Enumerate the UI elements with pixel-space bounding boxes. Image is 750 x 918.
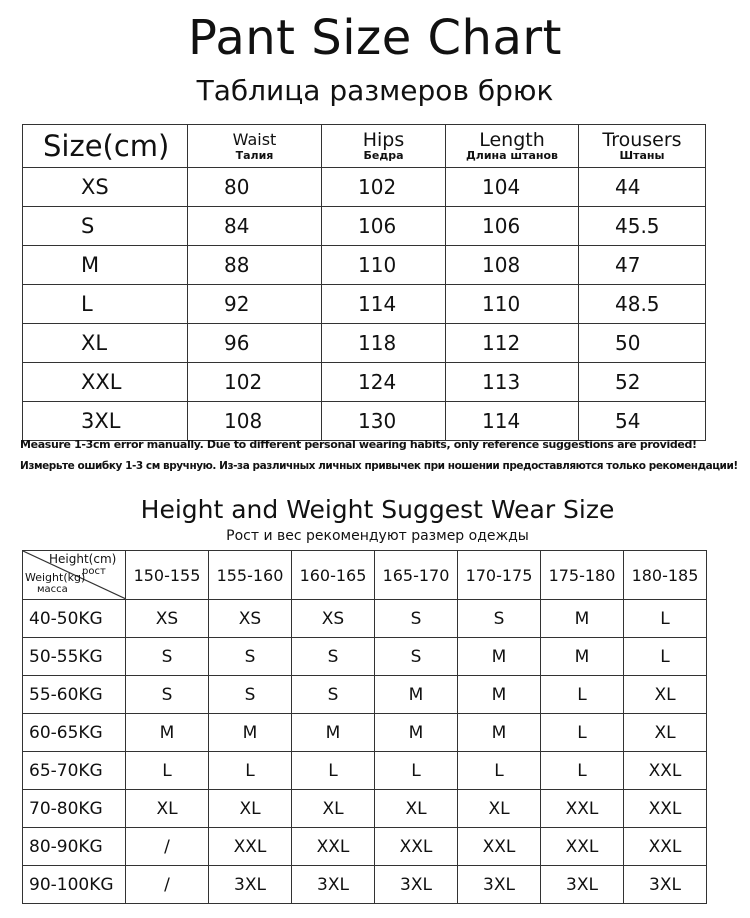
suggested-size-cell: L — [458, 752, 541, 790]
suggested-size-cell: XS — [209, 600, 292, 638]
size-table — [22, 124, 706, 441]
height-weight-subtitle: Рост и вес рекомендуют размер одежды — [226, 528, 529, 544]
weight-row — [23, 828, 707, 866]
measurement-cell: 113 — [446, 363, 579, 402]
measurement-cell: 130 — [322, 402, 446, 441]
suggested-size-cell: L — [624, 600, 707, 638]
size-row — [23, 402, 706, 441]
suggested-size-cell: L — [126, 752, 209, 790]
suggested-size-cell: S — [292, 676, 375, 714]
suggested-size-cell: S — [126, 638, 209, 676]
weight-range-label: 70-80KG — [23, 790, 126, 828]
suggested-size-cell: L — [375, 752, 458, 790]
height-weight-table — [22, 550, 707, 904]
column-label-en: Trousers — [602, 128, 682, 151]
suggested-size-cell: M — [458, 638, 541, 676]
weight-label-ru: масса — [37, 584, 68, 595]
waist-header — [188, 125, 322, 168]
size-row — [23, 363, 706, 402]
suggested-size-cell: 3XL — [375, 866, 458, 904]
height-range-header: 170-175 — [458, 551, 541, 600]
suggested-size-cell: S — [209, 676, 292, 714]
height-range-header: 155-160 — [209, 551, 292, 600]
measurement-cell: 112 — [446, 324, 579, 363]
size-table-header — [23, 125, 706, 168]
measurement-cell: 106 — [446, 207, 579, 246]
weight-row — [23, 752, 707, 790]
size-row — [23, 246, 706, 285]
suggested-size-cell: XXL — [375, 828, 458, 866]
suggested-size-cell: XS — [292, 600, 375, 638]
weight-range-label: 55-60KG — [23, 676, 126, 714]
suggested-size-cell: L — [292, 752, 375, 790]
suggested-size-cell: M — [292, 714, 375, 752]
height-range-header: 175-180 — [541, 551, 624, 600]
suggested-size-cell: 3XL — [624, 866, 707, 904]
suggested-size-cell: XS — [126, 600, 209, 638]
suggested-size-cell: M — [126, 714, 209, 752]
size-label: XS — [23, 168, 188, 207]
suggested-size-cell: M — [541, 638, 624, 676]
weight-row — [23, 714, 707, 752]
suggested-size-cell: XL — [292, 790, 375, 828]
height-label: Height(cm) — [49, 552, 117, 566]
size-row — [23, 324, 706, 363]
suggested-size-cell: XXL — [624, 828, 707, 866]
suggested-size-cell: M — [458, 676, 541, 714]
weight-row — [23, 790, 707, 828]
length-header — [446, 125, 579, 168]
measurement-cell: 50 — [579, 324, 706, 363]
suggested-size-cell: L — [209, 752, 292, 790]
column-label-ru: Длина штанов — [465, 148, 558, 162]
height-weight-title: Height and Weight Suggest Wear Size — [140, 495, 615, 524]
weight-row — [23, 638, 707, 676]
suggested-size-cell: M — [209, 714, 292, 752]
column-label-ru: Талия — [235, 148, 274, 162]
measurement-cell: 54 — [579, 402, 706, 441]
measurement-cell: 45.5 — [579, 207, 706, 246]
suggested-size-cell: XXL — [292, 828, 375, 866]
measurement-cell: 84 — [188, 207, 322, 246]
measurement-cell: 88 — [188, 246, 322, 285]
suggested-size-cell: M — [375, 676, 458, 714]
measurement-cell: 118 — [322, 324, 446, 363]
suggested-size-cell: XXL — [458, 828, 541, 866]
height-range-header: 165-170 — [375, 551, 458, 600]
column-label-ru: Бедра — [363, 148, 404, 162]
measurement-cell: 48.5 — [579, 285, 706, 324]
suggested-size-cell: S — [458, 600, 541, 638]
measurement-cell: 92 — [188, 285, 322, 324]
suggested-size-cell: XXL — [624, 790, 707, 828]
measurement-cell: 102 — [188, 363, 322, 402]
size-label: XXL — [23, 363, 188, 402]
height-weight-header — [23, 551, 707, 600]
height-range-header: 150-155 — [126, 551, 209, 600]
suggested-size-cell: M — [458, 714, 541, 752]
note-english: Measure 1-3cm error manually. Due to different personal wearing habits, only reference suggestions are provided! — [20, 438, 697, 451]
suggested-size-cell: XXL — [624, 752, 707, 790]
suggested-size-cell: 3XL — [292, 866, 375, 904]
suggested-size-cell: 3XL — [209, 866, 292, 904]
weight-range-label: 50-55KG — [23, 638, 126, 676]
size-label: M — [23, 246, 188, 285]
weight-row — [23, 866, 707, 904]
measurement-cell: 110 — [322, 246, 446, 285]
note-russian: Измерьте ошибку 1-3 см вручную. Из-за различных личных привычек при ношении предоставляются только рекомендации! — [20, 460, 738, 472]
measurement-cell: 96 — [188, 324, 322, 363]
suggested-size-cell: M — [541, 600, 624, 638]
suggested-size-cell: / — [126, 828, 209, 866]
measurement-cell: 102 — [322, 168, 446, 207]
page-title: Pant Size Chart — [188, 10, 562, 66]
measurement-cell: 44 — [579, 168, 706, 207]
column-label-en: Hips — [362, 128, 405, 151]
column-label-en: Length — [479, 128, 545, 151]
suggested-size-cell: XL — [126, 790, 209, 828]
hips-header — [322, 125, 446, 168]
trousers-header — [579, 125, 706, 168]
suggested-size-cell: S — [126, 676, 209, 714]
size-label: 3XL — [23, 402, 188, 441]
column-label-en: Waist — [232, 129, 277, 149]
column-label-ru: Штаны — [619, 148, 665, 162]
suggested-size-cell: XL — [624, 714, 707, 752]
size-row — [23, 285, 706, 324]
suggested-size-cell: L — [541, 752, 624, 790]
size-label: S — [23, 207, 188, 246]
measurement-cell: 47 — [579, 246, 706, 285]
suggested-size-cell: L — [541, 714, 624, 752]
weight-row — [23, 676, 707, 714]
height-range-header: 160-165 — [292, 551, 375, 600]
measurement-cell: 110 — [446, 285, 579, 324]
corner-cell — [23, 551, 126, 600]
suggested-size-cell: XL — [209, 790, 292, 828]
weight-range-label: 40-50KG — [23, 600, 126, 638]
suggested-size-cell: XL — [375, 790, 458, 828]
measurement-cell: 80 — [188, 168, 322, 207]
size-row — [23, 168, 706, 207]
suggested-size-cell: XXL — [541, 828, 624, 866]
suggested-size-cell: L — [624, 638, 707, 676]
suggested-size-cell: / — [126, 866, 209, 904]
weight-row — [23, 600, 707, 638]
weight-range-label: 65-70KG — [23, 752, 126, 790]
suggested-size-cell: 3XL — [458, 866, 541, 904]
measurement-cell: 108 — [446, 246, 579, 285]
page-subtitle: Таблица размеров брюк — [196, 74, 554, 107]
weight-label: Weight(kg) — [25, 571, 86, 584]
height-label-ru: рост — [82, 566, 106, 577]
suggested-size-cell: M — [375, 714, 458, 752]
measurement-cell: 106 — [322, 207, 446, 246]
suggested-size-cell: S — [375, 600, 458, 638]
weight-range-label: 80-90KG — [23, 828, 126, 866]
measurement-cell: 124 — [322, 363, 446, 402]
weight-range-label: 90-100KG — [23, 866, 126, 904]
height-range-header: 180-185 — [624, 551, 707, 600]
size-label: XL — [23, 324, 188, 363]
measurement-cell: 108 — [188, 402, 322, 441]
measurement-cell: 104 — [446, 168, 579, 207]
size-header: Size(cm) — [23, 125, 188, 168]
measurement-cell: 114 — [322, 285, 446, 324]
suggested-size-cell: XXL — [209, 828, 292, 866]
size-row — [23, 207, 706, 246]
suggested-size-cell: S — [292, 638, 375, 676]
suggested-size-cell: XL — [458, 790, 541, 828]
suggested-size-cell: XXL — [541, 790, 624, 828]
suggested-size-cell: L — [541, 676, 624, 714]
suggested-size-cell: XL — [624, 676, 707, 714]
measurement-cell: 114 — [446, 402, 579, 441]
measurement-cell: 52 — [579, 363, 706, 402]
suggested-size-cell: S — [209, 638, 292, 676]
size-label: L — [23, 285, 188, 324]
suggested-size-cell: S — [375, 638, 458, 676]
suggested-size-cell: 3XL — [541, 866, 624, 904]
weight-range-label: 60-65KG — [23, 714, 126, 752]
